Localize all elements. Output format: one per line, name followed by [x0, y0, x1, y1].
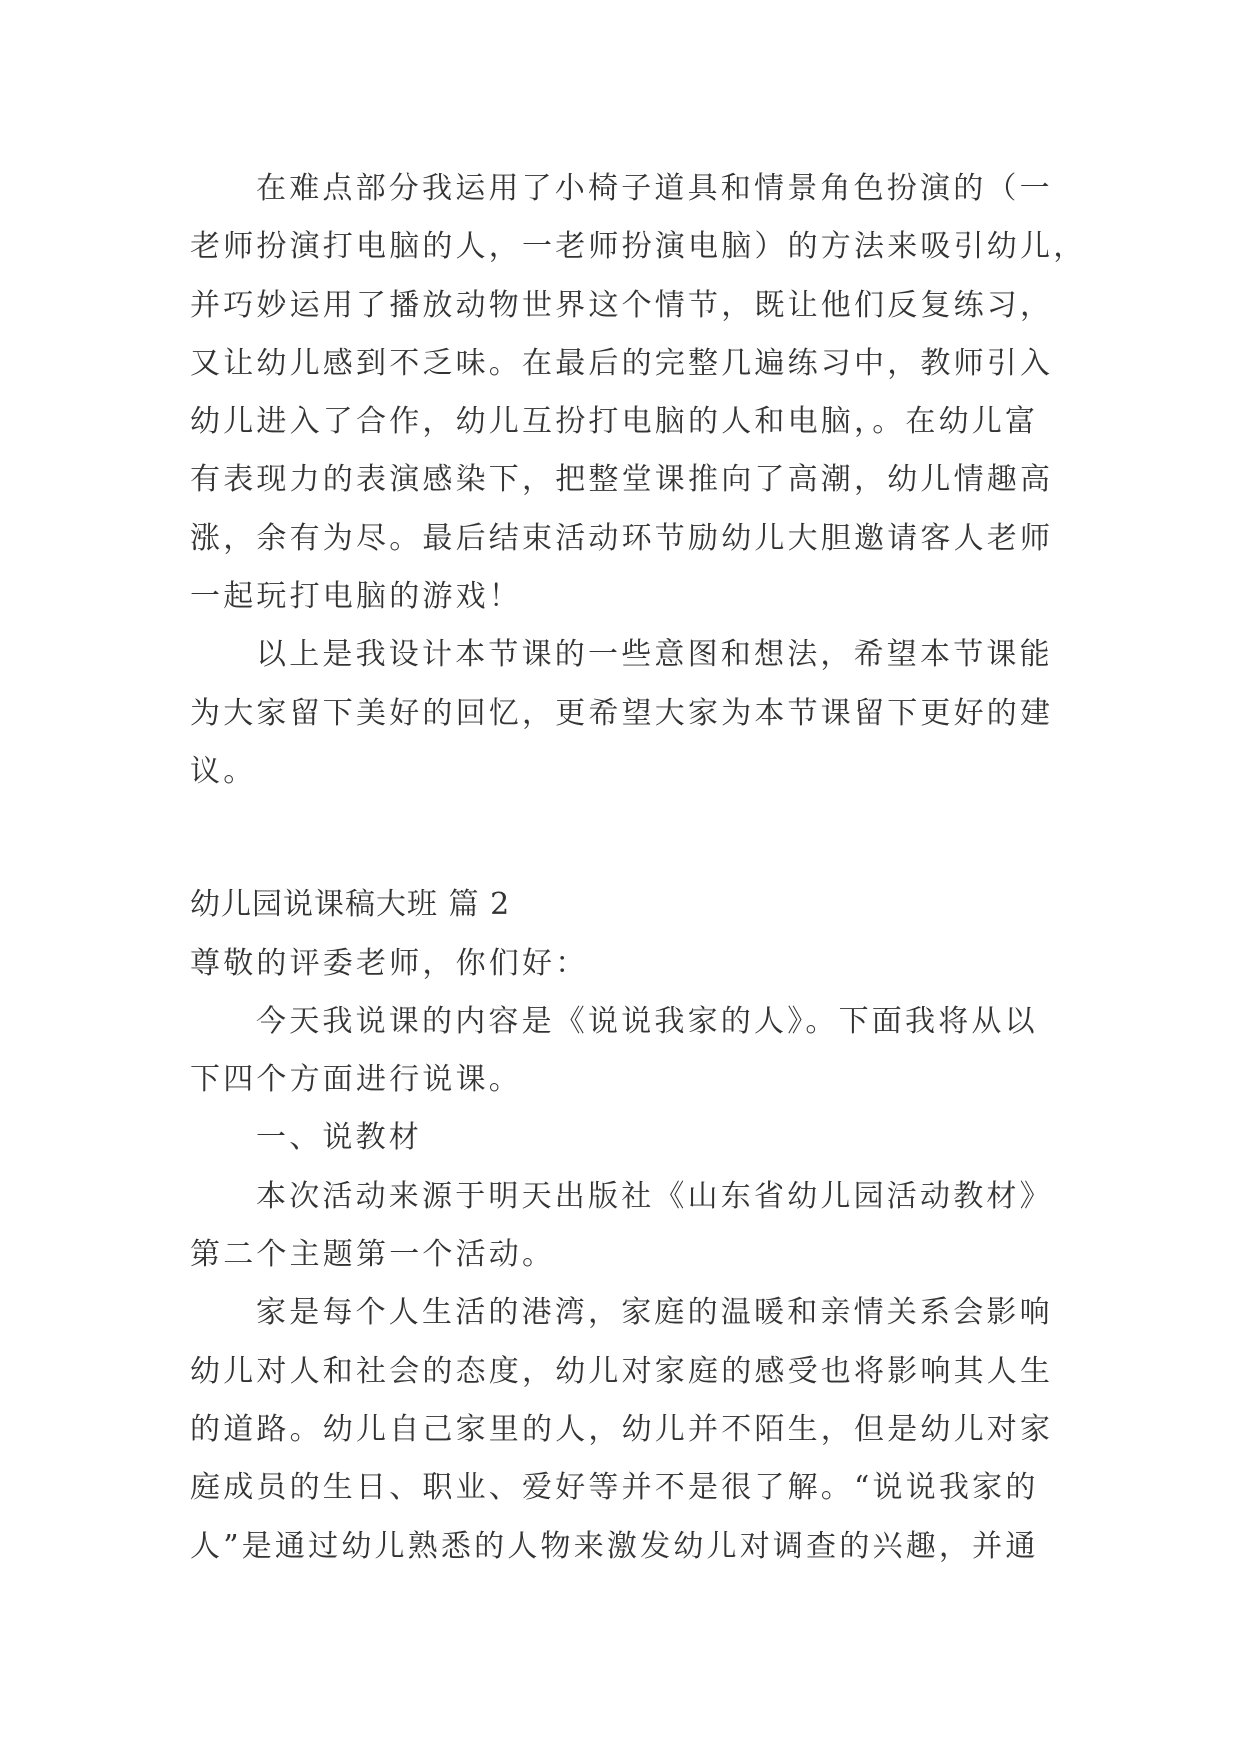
text-line: 并巧妙运用了播放动物世界这个情节，既让他们反复练习，	[190, 287, 1054, 323]
text-line: 有表现力的表演感染下，把整堂课推向了高潮，幼儿情趣高	[190, 462, 1054, 498]
text-line: 涨，余有为尽。最后结束活动环节励幼儿大胆邀请客人老师	[190, 520, 1054, 556]
text-line: 下四个方面进行说课。	[190, 1062, 522, 1098]
paragraph-block-top	[190, 160, 1087, 801]
text-line: 在难点部分我运用了小椅子道具和情景角色扮演的（一	[256, 171, 1053, 206]
section-gap	[190, 801, 1050, 876]
text-line: 庭成员的生日、职业、爱好等并不是很了解。“说说我家的	[190, 1470, 1039, 1506]
text-line: 以上是我设计本节课的一些意图和想法，希望本节课能	[256, 637, 1053, 673]
text-line: 又让幼儿感到不乏味。在最后的完整几遍练习中，教师引入	[190, 345, 1054, 381]
paragraph-block-bottom	[190, 935, 1054, 1576]
text-line: 尊敬的评委老师，你们好：	[190, 945, 589, 981]
text-line: 老师扮演打电脑的人，一老师扮演电脑）的方法来吸引幼儿，	[190, 229, 1087, 265]
text-line: 今天我说课的内容是《说说我家的人》。下面我将从以	[256, 1003, 1038, 1039]
text-line: 幼儿进入了合作，幼儿互扮打电脑的人和电脑，。在幼儿富	[190, 404, 1039, 440]
text-line: 本次活动来源于明天出版社《山东省幼儿园活动教材》	[256, 1178, 1053, 1214]
document-page	[190, 160, 1087, 1576]
text-line: 议。	[190, 753, 257, 789]
text-line: 一、说教材	[256, 1120, 422, 1156]
text-line: 家是每个人生活的港湾，家庭的温暖和亲情关系会影响	[256, 1295, 1053, 1331]
text-line: 为大家留下美好的回忆，更希望大家为本节课留下更好的建	[190, 695, 1054, 731]
text-line: 一起玩打电脑的游戏！	[190, 579, 522, 615]
text-line: 的道路。幼儿自己家里的人，幼儿并不陌生，但是幼儿对家	[190, 1411, 1054, 1447]
text-line: 第二个主题第一个活动。	[190, 1237, 556, 1273]
text-line: 人”是通过幼儿熟悉的人物来激发幼儿对调查的兴趣，并通	[190, 1528, 1039, 1564]
section-title: 幼儿园说课稿大班 篇 2	[190, 887, 511, 923]
text-line: 幼儿对人和社会的态度，幼儿对家庭的感受也将影响其人生	[190, 1353, 1054, 1389]
